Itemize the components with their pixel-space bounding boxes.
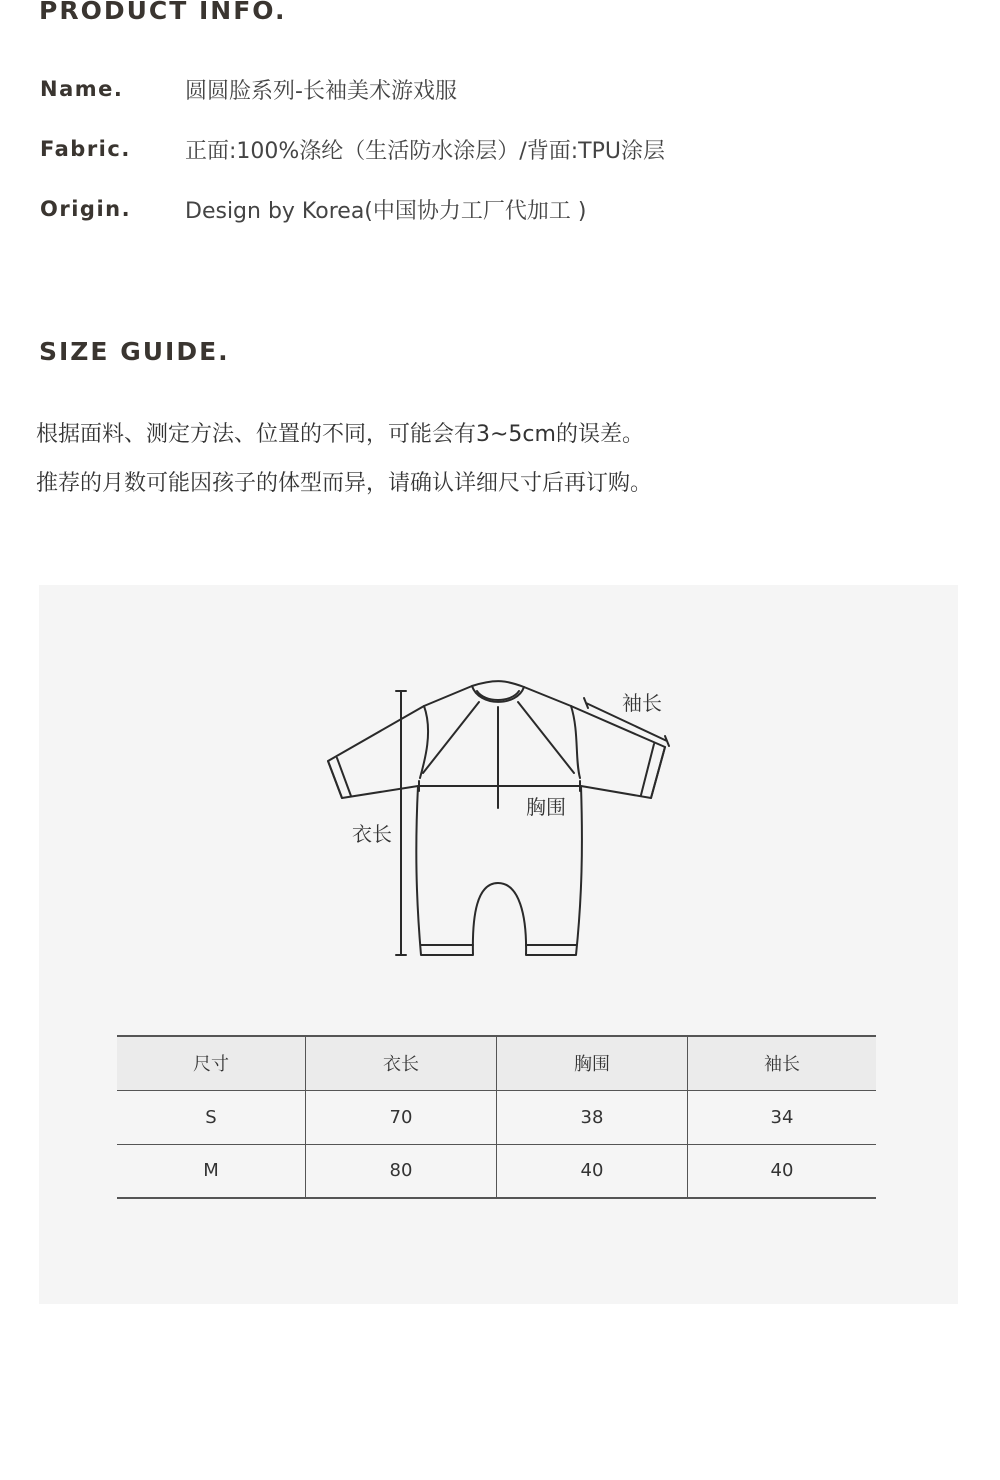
chest-measure-line xyxy=(419,781,580,791)
info-row-name xyxy=(40,74,457,104)
info-value-name: 圆圆脸系列-长袖美术游戏服 xyxy=(185,78,457,104)
length-measure-line xyxy=(396,691,406,955)
info-label-origin: Origin. xyxy=(40,197,132,221)
table-header: 袖长 xyxy=(688,1036,876,1090)
left-cuff xyxy=(328,758,351,798)
length-label: 衣长 xyxy=(352,822,392,846)
info-value-origin: Design by Korea(中国协力工厂代加工 ) xyxy=(185,198,587,224)
info-row-origin xyxy=(40,194,586,224)
raglan-seams xyxy=(420,706,580,778)
table-row xyxy=(117,1144,876,1198)
table-cell: 80 xyxy=(305,1144,496,1198)
info-value-fabric: 正面:100%涤纶（生活防水涂层）/背面:TPU涂层 xyxy=(185,138,665,164)
info-label-fabric: Fabric. xyxy=(40,137,131,161)
right-cuff xyxy=(641,744,665,798)
table-cell: 70 xyxy=(305,1090,496,1144)
table-cell: 38 xyxy=(496,1090,687,1144)
table-row xyxy=(117,1090,876,1144)
product-info-title: PRODUCT INFO. xyxy=(39,0,287,25)
info-label-name: Name. xyxy=(40,77,124,101)
size-note: 推荐的月数可能因孩子的体型而异，请确认详细尺寸后再订购。 xyxy=(36,471,653,496)
garment-measurement-diagram xyxy=(39,585,958,1005)
size-note: 根据面料、测定方法、位置的不同，可能会有3~5cm的误差。 xyxy=(36,422,644,447)
size-table xyxy=(117,1035,876,1199)
garment-outline xyxy=(328,681,665,955)
size-guide-panel xyxy=(39,585,958,1304)
info-row-fabric xyxy=(40,134,665,164)
table-header: 胸围 xyxy=(496,1036,687,1090)
table-cell: 40 xyxy=(496,1144,687,1198)
chest-label: 胸围 xyxy=(526,795,566,819)
table-header-row xyxy=(117,1036,876,1090)
table-cell: M xyxy=(203,1160,219,1182)
table-header: 衣长 xyxy=(305,1036,496,1090)
table-cell: 34 xyxy=(688,1090,876,1144)
table-cell: S xyxy=(117,1090,305,1144)
table-header: 尺寸 xyxy=(117,1036,305,1090)
table-cell: 40 xyxy=(688,1144,876,1198)
size-guide-title: SIZE GUIDE. xyxy=(39,337,230,366)
sleeve-length-label: 袖长 xyxy=(622,691,662,715)
